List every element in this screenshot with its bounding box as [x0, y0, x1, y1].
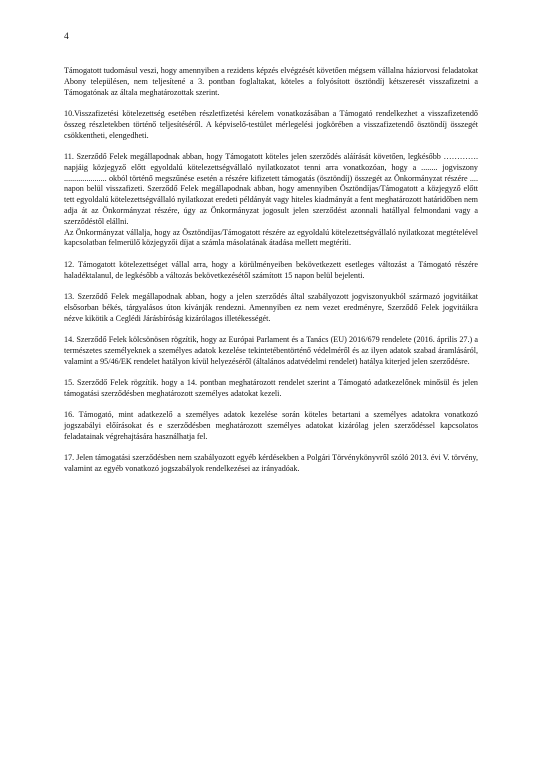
page-number: 4 — [64, 32, 69, 42]
paragraph-11-notary-declaration: 11. Szerződő Felek megállapodnak abban, hogy Támogatott köteles jelen szerződés aláírását követően, legkésőbb …………. napjáig közjegyző előtt egyoldalú kötelezettségvállaló nyilatkozatot tenni arra vonatkozóan, hogy a ........ jogviszony ..................... okból történő megszűnése esetén a részére kifizetett támogatás (ösztöndíj) összegét az Önkormányzat részére .... napon belül visszafizeti. Szerződő Felek megállapodnak abban, hogy amennyiben Ösztöndíjas/Támogatott a közjegyző előtt tett egyoldalú kötelezettségvállaló nyilatkozat eredeti példányát vagy hiteles kiadmányát a fent meghatározott határidőben nem adja át az Önkormányzat részére, úgy az Önkormányzat jogosult jelen szerződést azonnali hatállyal felmondani vagy a szerződéstől elállni. — [64, 151, 478, 226]
document-body — [64, 66, 478, 485]
paragraph-14-gdpr: 14. Szerződő Felek kölcsönösen rögzítik, hogy az Európai Parlament és a Tanács (EU) 2016/679 rendelete (2016. április 27.) a természetes személyeknek a személyes adatok kezelése tekintetébentörténő védelméről és az ilyen adatok szabad áramlásáról, valamint a 95/46/EK rendelet hatályon kívül helyezéséről (általános adatvédelmi rendelet) hatálya kiterjed jelen szerződésre. — [64, 334, 478, 366]
paragraph-15-data-controller: 15. Szerződő Felek rögzítik. hogy a 14. pontban meghatározott rendelet szerint a Támogató adatkezelőnek minősül és jelen támogatási szerződésben meghatározott személyes adatokat kezeli. — [64, 377, 478, 398]
paragraph-10-installments: 10.Visszafizetési kötelezettség esetében részletfizetési kérelem vonatkozásában a Támogató rendelkezhet a visszafizetendő összeg részletekben történő teljesítéséről. A képviselő-testület mérlegelési jogkörében a visszafizetendő ösztöndíj összegét csökkentheti, elengedheti. — [64, 108, 478, 140]
paragraph-12-change-notice: 12. Támogatott kötelezettséget vállal arra, hogy a körülményeiben bekövetkezett esetleges változást a Támogató részére haladéktalanul, de legkésőbb a változás bekövetkezésétől számított 15 napon belül bejelenti. — [64, 259, 478, 280]
paragraph-repayment-obligation: Támogatott tudomásul veszi, hogy amennyiben a rezidens képzés elvégzését követően mégsem vállalna háziorvosi feladatokat Abony településen, nem teljesítené a 3. pontban foglaltakat, köteles a folyósított ösztöndíj kétszeresét visszafizetni a Támogatónak az általa meghatározottak szerint. — [64, 66, 478, 97]
paragraph-11-notary-fee: Az Önkormányzat vállalja, hogy az Ösztöndíjas/Támogatott részére az egyoldalú kötelezettségvállaló nyilatkozat megtételével kapcsolatban felmerülő közjegyzői díjat a számla másolatának átadása mellett megtéríti. — [64, 227, 478, 248]
paragraph-13-disputes: 13. Szerződő Felek megállapodnak abban, hogy a jelen szerződés által szabályozott jogviszonyukból származó jogvitáikat elsősorban békés, tárgyalásos úton kívánják rendezni. Amennyiben ez nem vezet eredményre, Szerződő Felek jogvitáikra nézve kikötik a Ceglédi Járásbíróság kizárólagos illetékességét. — [64, 291, 478, 323]
paragraph-16-data-handling: 16. Támogató, mint adatkezelő a személyes adatok kezelése során köteles betartani a személyes adatokra vonatkozó jogszabályi előírásokat és e szerződésben meghatározott személyes adatokat kizárólag jelen szerződéssel kapcsolatos feladatainak végrehajtására használhatja fel. — [64, 410, 478, 441]
paragraph-17-civil-code: 17. Jelen támogatási szerződésben nem szabályozott egyéb kérdésekben a Polgári Törvénykönyvről szóló 2013. évi V. törvény, valamint az egyéb vonatkozó jogszabályok rendelkezései az irányadóak. — [64, 453, 478, 473]
